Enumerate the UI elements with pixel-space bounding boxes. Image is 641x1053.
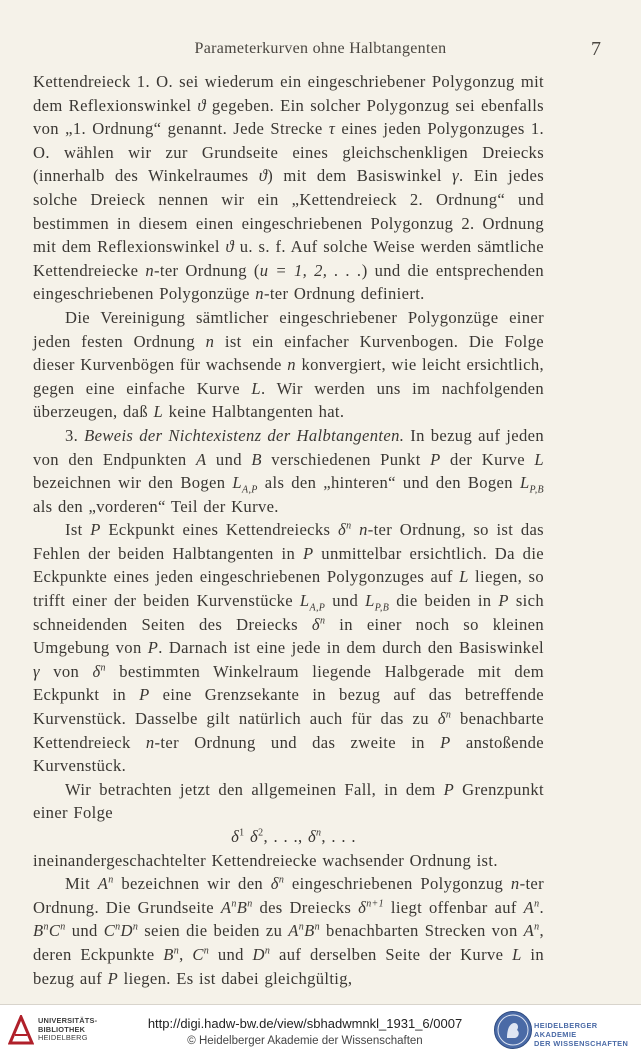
library-name-line2: BIBLIOTHEK <box>38 1024 86 1034</box>
body-text <box>33 70 544 990</box>
academy-name-line2: DER WISSENSCHAFTEN <box>534 1039 629 1048</box>
paragraph: Die Vereinigung sämtlicher eingeschriebener Polygonzüge einer jeden festen Ordnung n ist ein einfacher Kurvenbogen. Die Folge dieser Kurvenbögen für wachsende n konvergiert, wie leicht ersichtlich, gegen eine einfache Kurve L. Wir werden uns im nachfolgenden überzeugen, daß L keine Halbtangenten hat. <box>33 307 544 422</box>
page-header <box>32 40 609 64</box>
paragraph: Kettendreieck 1. O. sei wiederum ein eingeschriebener Polygonzug mit dem Reflexionswinkel ϑ gegeben. Ein solcher Polygonzug sei ebenfalls von „1. Ordnung“ genannt. Jede Strecke τ eines jeden Polygonzuges 1. O. wählen wir zur Grundseite eines gleichschenkligen Dreiecks (innerhalb des Winkelraumes ϑ) mit dem Basiswinkel γ. Ein jedes solche Dreieck nennen wir ein „Kettendreieck 2. Ordnung“ und bestimmen in diesem einen eingeschriebenen Polygonzug 2. Ordnung mit dem Reflexionswinkel ϑ u. s. f. Auf solche Weise werden sämtliche Kettendreiecke n-ter Ordnung (u = 1, 2, . . .) und die entsprechenden eingeschriebenen Polygonzüge n-ter Ordnung definiert. <box>33 72 545 304</box>
paragraph: Wir betrachten jetzt den allgemeinen Fall, in dem P Grenzpunkt einer Folge <box>33 779 544 823</box>
library-emblem-icon <box>8 1015 34 1045</box>
paragraph: Ist P Eckpunkt eines Kettendreiecks $\delta^n$ n-ter Ordnung, so ist das Fehlen der beiden Halbtangenten in P unmittelbar ersichtlich. Da die Eckpunkte eines jeden eingeschriebenen Polygonzuges auf L liegen, so trifft einer der beiden Kurvenstücke $L_{A,P}$ und $L_{P,B}$ die beiden in P sich schneidenden Seiten des Dreiecks $\delta^n$ in einer noch so kleinen Umgebung von P. Darnach ist eine jede in dem durch den Basiswinkel γ von $\delta^n$ bestimmten Winkelraum liegende Halbgerade mit dem Eckpunkt in P eine Grenzsekante in bezug auf das betreffende Kurvenstück. Dasselbe gilt natürlich auch für das zu $\delta^n$ benachbarte Kettendreieck n-ter Ordnung und das zweite in P anstoßende Kurvenstück. <box>33 520 545 776</box>
section-title: Beweis der Nichtexistenz der Halbtangenten. <box>84 425 405 445</box>
copyright-notice: © Heidelberger Akademie der Wissenschaften <box>187 1035 423 1047</box>
academy-logo[interactable] <box>494 1009 640 1049</box>
academy-name-line1: HEIDELBERGER AKADEMIE <box>534 1021 598 1039</box>
section-number: 3. <box>65 425 85 445</box>
running-head: Parameterkurven ohne Halbtangenten <box>194 40 447 57</box>
page-number: 7 <box>591 38 601 60</box>
sequence-formula: $\delta^1$ $\delta^2$, . . ., $\delta^n$, . . . <box>231 827 356 846</box>
library-name-line1: UNIVERSITÄTS- <box>38 1016 98 1025</box>
viewer-footer <box>0 1004 641 1053</box>
paragraph: ineinandergeschachtelter Kettendreiecke wachsender Ordnung ist. <box>33 850 498 870</box>
university-library-logo[interactable] <box>4 1013 124 1049</box>
library-name-line3: HEIDELBERG <box>38 1033 88 1043</box>
permalink-url[interactable]: http://digi.hadw-bw.de/view/sbhadwmnkl_1931_6/0007 <box>147 1016 463 1031</box>
academy-seal-icon <box>494 1011 532 1049</box>
section-paragraph: 3. Beweis der Nichtexistenz der Halbtangenten. In bezug auf jeden von den Endpunkten A und B verschiedenen Punkt P der Kurve L bezeichnen wir den Bogen $L_{A,P}$ als den „hinteren“ und den Bogen $L_{P,B}$ als den „vorderen“ Teil der Kurve. <box>33 425 545 516</box>
paragraph: Mit $A^n$ bezeichnen wir den $\delta^n$ eingeschriebenen Polygonzug n-ter Ordnung. Die Grundseite $A^nB^n$ des Dreiecks $\delta^{n+1}$ liegt offenbar auf $A^n$. $B^nC^n$ und $C^nD^n$ seien die beiden zu $A^nB^n$ benachbarten Strecken von $A^n$, deren Eckpunkte $B^n$, $C^n$ und $D^n$ auf derselben Seite der Kurve L in bezug auf P liegen. Es ist dabei gleichgültig, <box>33 874 545 988</box>
